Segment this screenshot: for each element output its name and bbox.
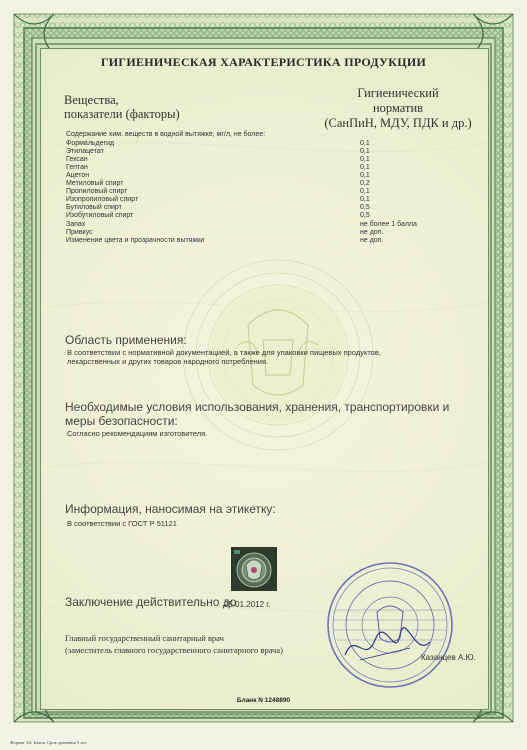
conditions-heading: Необходимые условия использования, хранения, транспортировки и меры безопасности: [65, 400, 450, 428]
application-text-line2: лекарственных и других товаров народного потребления. [67, 357, 269, 366]
footer-note: Формат А4. Бланк. Срок хранения 5 лет. [10, 740, 88, 745]
header-right-line2: норматив [372, 101, 424, 115]
document-title: ГИГИЕНИЧЕСКАЯ ХАРАКТЕРИСТИКА ПРОДУКЦИИ [100, 55, 427, 69]
substance-norm: 0,1 [360, 156, 370, 163]
substance-name: Пропиловый спирт [66, 188, 128, 195]
substance-norm: 0,5 [360, 212, 370, 219]
substance-norm: не более 1 балла [360, 221, 417, 228]
substance-name: Этилацетат [66, 148, 104, 155]
substances-intro: Содержание хим. веществ в водной вытяжке, мг/л, не более: [66, 131, 266, 138]
substance-norm: не доп. [360, 237, 384, 244]
substance-norm: 0,1 [360, 148, 370, 155]
validity-date: 25.01.2012 г. [224, 600, 271, 609]
substance-name: Формальдегид [66, 140, 115, 147]
signatory-name: Казанцев А.Ю. [421, 653, 476, 662]
application-heading: Область применения: [65, 333, 187, 347]
header-right-line3: (СанПиН, МДУ, ПДК и др.) [324, 116, 472, 130]
header-right-line1: Гигиенический [357, 86, 439, 100]
label-info-heading: Информация, наносимая на этикетку: [65, 502, 276, 516]
substance-norm: 0,1 [360, 188, 370, 195]
substance-name: Бутиловый спирт [66, 204, 122, 211]
substance-norm: 0,2 [360, 180, 370, 187]
substance-name: Ацетон [66, 172, 90, 179]
hologram-sticker [231, 547, 277, 591]
column-header-substances [64, 93, 180, 121]
substance-name: Изопропиловый спирт [66, 196, 139, 203]
column-header-norm [318, 86, 478, 131]
application-text-line1: В соответствии с нормативной документацией, а также для упаковки пищевых продуктов, [67, 348, 381, 357]
validity-heading: Заключение действительно до [65, 595, 237, 609]
substance-name: Запах [66, 221, 86, 228]
substance-norm: 0,1 [360, 196, 370, 203]
substance-norm: не доп. [360, 229, 384, 236]
substance-norm: 0,1 [360, 172, 370, 179]
doctor-title [65, 632, 283, 656]
signature [340, 620, 435, 670]
doctor-title-line2: (заместитель главного государственного санитарного врача) [65, 645, 283, 655]
label-info-text: В соответствии с ГОСТ Р 51121 [67, 519, 177, 528]
substance-name: Привкус [66, 229, 93, 236]
substance-name: Метиловый спирт [66, 180, 124, 187]
conditions-text: Согласно рекомендациям изготовителя. [67, 429, 208, 438]
header-left-line2: показатели (факторы) [64, 107, 180, 121]
blank-number: Бланк N 1248890 [236, 697, 291, 704]
substance-norm: 0,1 [360, 140, 370, 147]
header-left-line1: Вещества, [64, 93, 119, 107]
doctor-title-line1: Главный государственный санитарный врач [65, 633, 224, 643]
substance-name: Гексан [66, 156, 88, 163]
substance-name: Изобутиловый спирт [66, 212, 134, 219]
substance-norm: 0,1 [360, 164, 370, 171]
substance-norm: 0,5 [360, 204, 370, 211]
substance-name: Гептан [66, 164, 88, 171]
substance-name: Изменение цвета и прозрачности вытяжки [66, 237, 205, 244]
